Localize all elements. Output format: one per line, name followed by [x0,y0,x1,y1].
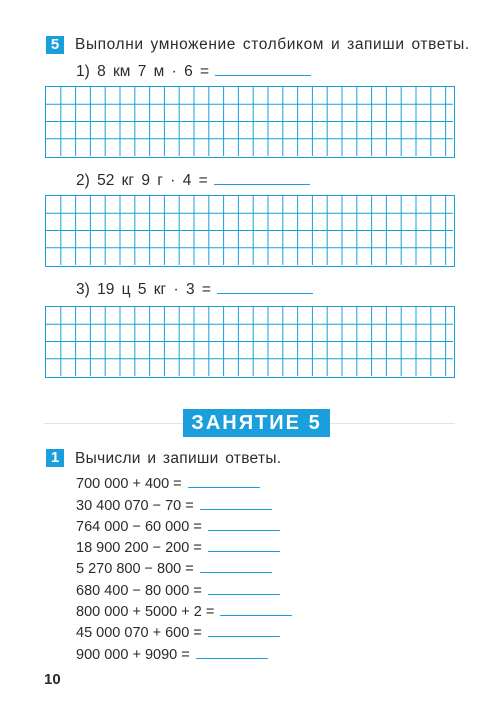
exercise-expression: 2) 52 кг 9 г · 4 = [76,172,208,189]
answer-field[interactable] [208,537,280,552]
exercise-line [76,170,310,190]
expression-line [76,473,260,492]
expression-text: 680 400 − 80 000 = [76,583,202,599]
expression-line [76,558,272,577]
task-number-badge: 1 [46,449,64,467]
task-instruction: Выполни умножение столбиком и запиши ответы. [75,36,470,53]
answer-field[interactable] [214,170,310,185]
lesson-title-banner: ЗАНЯТИЕ 5 [183,409,330,437]
expression-text: 900 000 + 9090 = [76,647,190,663]
exercise-expression: 3) 19 ц 5 кг · 3 = [76,281,211,298]
squared-grid[interactable] [45,86,455,158]
expression-line [76,580,280,599]
squared-grid[interactable] [45,306,455,378]
expression-line [76,537,280,556]
answer-field[interactable] [208,516,280,531]
answer-field[interactable] [188,473,260,488]
exercise-line [76,61,311,81]
expression-text: 45 000 070 + 600 = [76,625,202,641]
answer-field[interactable] [217,279,313,294]
expression-line [76,644,268,663]
expression-text: 800 000 + 5000 + 2 = [76,604,215,620]
exercise-line [76,279,313,299]
grid-lines [46,196,453,265]
expression-text: 700 000 + 400 = [76,476,182,492]
answer-field[interactable] [200,495,272,510]
expression-text: 5 270 800 − 800 = [76,561,194,577]
grid-lines [46,87,453,156]
expression-line [76,516,280,535]
answer-field[interactable] [196,644,268,659]
expression-line [76,495,272,514]
expression-text: 764 000 − 60 000 = [76,519,202,535]
exercise-expression: 1) 8 км 7 м · 6 = [76,63,210,80]
task-instruction: Вычисли и запиши ответы. [75,450,282,467]
answer-field[interactable] [200,558,272,573]
expression-line [76,601,292,620]
expression-text: 30 400 070 − 70 = [76,498,194,514]
squared-grid[interactable] [45,195,455,267]
answer-field[interactable] [215,61,311,76]
expression-text: 18 900 200 − 200 = [76,540,202,556]
answer-field[interactable] [208,580,280,595]
answer-field[interactable] [220,601,292,616]
answer-field[interactable] [208,622,280,637]
task-number-badge: 5 [46,36,64,54]
expression-line [76,622,280,641]
grid-lines [46,307,453,376]
page-number: 10 [44,671,61,688]
